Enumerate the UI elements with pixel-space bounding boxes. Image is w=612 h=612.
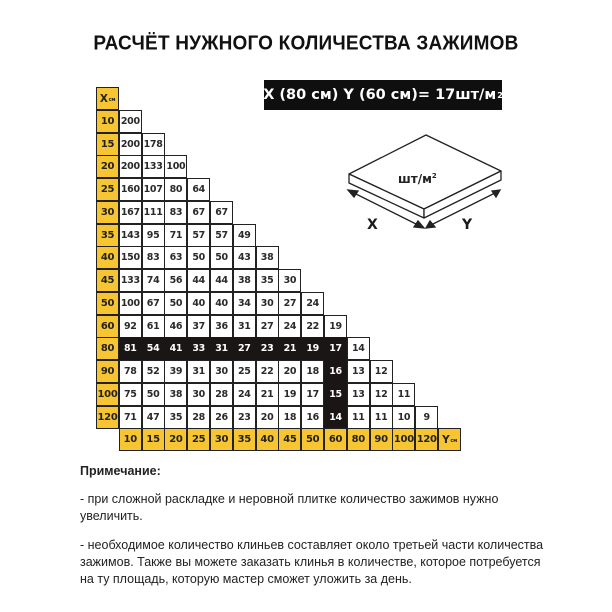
value-cell: 107 (142, 178, 165, 201)
value-cell: 38 (164, 383, 187, 406)
x-value-cell: 60 (96, 315, 119, 338)
x-value-cell: 120 (96, 406, 119, 429)
value-cell: 30 (256, 292, 279, 315)
note-item: - необходимое количество клиньев составляет около третьей части количества зажимов. Также вы можете заказать клинья в количестве, которое потребуется на ту площадь, которую мастер сможет уложить за день. (80, 538, 544, 586)
value-cell: 56 (164, 269, 187, 292)
tile-label-sup: 2 (431, 172, 437, 180)
value-cell: 24 (301, 292, 324, 315)
value-cell: 111 (142, 201, 165, 224)
value-cell: 40 (210, 292, 233, 315)
value-cell: 47 (142, 406, 165, 429)
value-cell: 50 (210, 246, 233, 269)
value-cell: 10 (392, 406, 415, 429)
value-cell: 133 (142, 155, 165, 178)
value-cell: 19 (324, 315, 347, 338)
value-cell: 200 (119, 133, 142, 156)
note-item: - при сложной раскладке и неровной плитке количество зажимов нужно увеличить. (80, 492, 499, 523)
value-cell: 83 (164, 201, 187, 224)
y-value-cell: 45 (278, 428, 301, 451)
value-cell: 39 (164, 360, 187, 383)
value-cell: 24 (233, 383, 256, 406)
value-cell: 64 (187, 178, 210, 201)
value-cell: 57 (187, 224, 210, 247)
value-cell: 50 (142, 383, 165, 406)
value-cell: 12 (370, 360, 393, 383)
value-cell: 18 (278, 406, 301, 429)
x-value-cell: 25 (96, 178, 119, 201)
value-cell: 200 (119, 110, 142, 133)
value-cell: 95 (142, 224, 165, 247)
y-value-cell: 30 (210, 428, 233, 451)
y-value-cell: 60 (324, 428, 347, 451)
highlighted-value-cell: 54 (142, 337, 165, 360)
value-cell: 22 (301, 315, 324, 338)
x-value-cell: 10 (96, 110, 119, 133)
x-value-cell: 30 (96, 201, 119, 224)
page-title: РАСЧЁТ НУЖНОГО КОЛИЧЕСТВА ЗАЖИМОВ (93, 32, 519, 55)
highlighted-value-cell: 27 (233, 337, 256, 360)
tile-label-text: шт/м (398, 172, 432, 186)
value-cell: 30 (187, 383, 210, 406)
x-value-cell: 35 (96, 224, 119, 247)
value-cell: 71 (164, 224, 187, 247)
value-cell: 92 (119, 315, 142, 338)
value-cell: 75 (119, 383, 142, 406)
y-value-cell: 90 (370, 428, 393, 451)
value-cell: 133 (119, 269, 142, 292)
y-value-cell: 35 (233, 428, 256, 451)
value-cell: 27 (256, 315, 279, 338)
value-cell: 44 (187, 269, 210, 292)
value-cell: 63 (164, 246, 187, 269)
highlighted-value-cell: 31 (210, 337, 233, 360)
y-value-cell: 80 (347, 428, 370, 451)
value-cell: 20 (278, 360, 301, 383)
value-cell: 71 (119, 406, 142, 429)
value-cell: 11 (370, 406, 393, 429)
value-cell: 30 (278, 269, 301, 292)
value-cell: 11 (392, 383, 415, 406)
value-cell: 22 (256, 360, 279, 383)
value-cell: 100 (164, 155, 187, 178)
value-cell: 150 (119, 246, 142, 269)
y-value-cell: 40 (256, 428, 279, 451)
value-cell: 11 (347, 406, 370, 429)
value-cell: 61 (142, 315, 165, 338)
formula-text: X (80 см) Y (60 см)= 17шт/м (263, 87, 497, 103)
highlighted-value-cell: 81 (119, 337, 142, 360)
value-cell: 67 (142, 292, 165, 315)
y-value-cell: 15 (142, 428, 165, 451)
x-axis-header (96, 87, 119, 110)
value-cell: 80 (164, 178, 187, 201)
x-value-cell: 20 (96, 155, 119, 178)
example-formula-banner (264, 80, 502, 110)
value-cell: 31 (187, 360, 210, 383)
value-cell: 9 (415, 406, 438, 429)
value-cell: 35 (256, 269, 279, 292)
value-cell: 67 (210, 201, 233, 224)
value-cell: 14 (347, 337, 370, 360)
x-value-cell: 80 (96, 337, 119, 360)
x-value-cell: 15 (96, 133, 119, 156)
value-cell: 21 (256, 383, 279, 406)
value-cell: 83 (142, 246, 165, 269)
value-cell: 57 (210, 224, 233, 247)
value-cell: 23 (233, 406, 256, 429)
value-cell: 38 (256, 246, 279, 269)
value-cell: 160 (119, 178, 142, 201)
value-cell: 52 (142, 360, 165, 383)
value-cell: 19 (278, 383, 301, 406)
value-cell: 35 (164, 406, 187, 429)
highlighted-value-cell: 14 (324, 406, 347, 429)
y-axis-header (438, 428, 461, 451)
tile-diagram-icon (340, 132, 510, 242)
axis-y-label: Y (462, 217, 473, 233)
value-cell: 13 (347, 383, 370, 406)
value-cell: 50 (187, 246, 210, 269)
value-cell: 20 (256, 406, 279, 429)
value-cell: 28 (187, 406, 210, 429)
tile-label (398, 172, 437, 186)
value-cell: 143 (119, 224, 142, 247)
y-header-unit: см (450, 438, 457, 445)
value-cell: 38 (233, 269, 256, 292)
highlighted-value-cell: 17 (324, 337, 347, 360)
value-cell: 17 (301, 383, 324, 406)
value-cell: 24 (278, 315, 301, 338)
value-cell: 13 (347, 360, 370, 383)
value-cell: 43 (233, 246, 256, 269)
axis-x-label: X (367, 217, 378, 233)
value-cell: 49 (233, 224, 256, 247)
value-cell: 31 (233, 315, 256, 338)
highlighted-value-cell: 33 (187, 337, 210, 360)
value-cell: 78 (119, 360, 142, 383)
value-cell: 167 (119, 201, 142, 224)
x-header-text: X (99, 92, 108, 105)
y-value-cell: 100 (392, 428, 415, 451)
x-header-unit: см (108, 97, 116, 103)
value-cell: 46 (164, 315, 187, 338)
x-value-cell: 45 (96, 269, 119, 292)
y-value-cell: 10 (119, 428, 142, 451)
highlighted-value-cell: 23 (256, 337, 279, 360)
value-cell: 12 (370, 383, 393, 406)
note-title: Примечание: (80, 464, 161, 478)
value-cell: 67 (187, 201, 210, 224)
y-value-cell: 120 (415, 428, 438, 451)
highlighted-value-cell: 16 (324, 360, 347, 383)
highlighted-value-cell: 19 (301, 337, 324, 360)
highlighted-value-cell: 21 (278, 337, 301, 360)
value-cell: 74 (142, 269, 165, 292)
x-value-cell: 50 (96, 292, 119, 315)
value-cell: 27 (278, 292, 301, 315)
value-cell: 100 (119, 292, 142, 315)
highlighted-value-cell: 41 (164, 337, 187, 360)
x-value-cell: 100 (96, 383, 119, 406)
value-cell: 26 (210, 406, 233, 429)
y-value-cell: 25 (187, 428, 210, 451)
value-cell: 18 (301, 360, 324, 383)
y-value-cell: 50 (301, 428, 324, 451)
x-value-cell: 40 (96, 246, 119, 269)
value-cell: 16 (301, 406, 324, 429)
value-cell: 200 (119, 155, 142, 178)
value-cell: 25 (233, 360, 256, 383)
y-value-cell: 20 (164, 428, 187, 451)
highlighted-value-cell: 15 (324, 383, 347, 406)
value-cell: 178 (142, 133, 165, 156)
value-cell: 37 (187, 315, 210, 338)
x-value-cell: 90 (96, 360, 119, 383)
value-cell: 40 (187, 292, 210, 315)
value-cell: 50 (164, 292, 187, 315)
value-cell: 28 (210, 383, 233, 406)
value-cell: 44 (210, 269, 233, 292)
value-cell: 30 (210, 360, 233, 383)
value-cell: 36 (210, 315, 233, 338)
value-cell: 34 (233, 292, 256, 315)
y-header-text: Y (442, 433, 450, 446)
formula-superscript: 2 (497, 90, 503, 100)
